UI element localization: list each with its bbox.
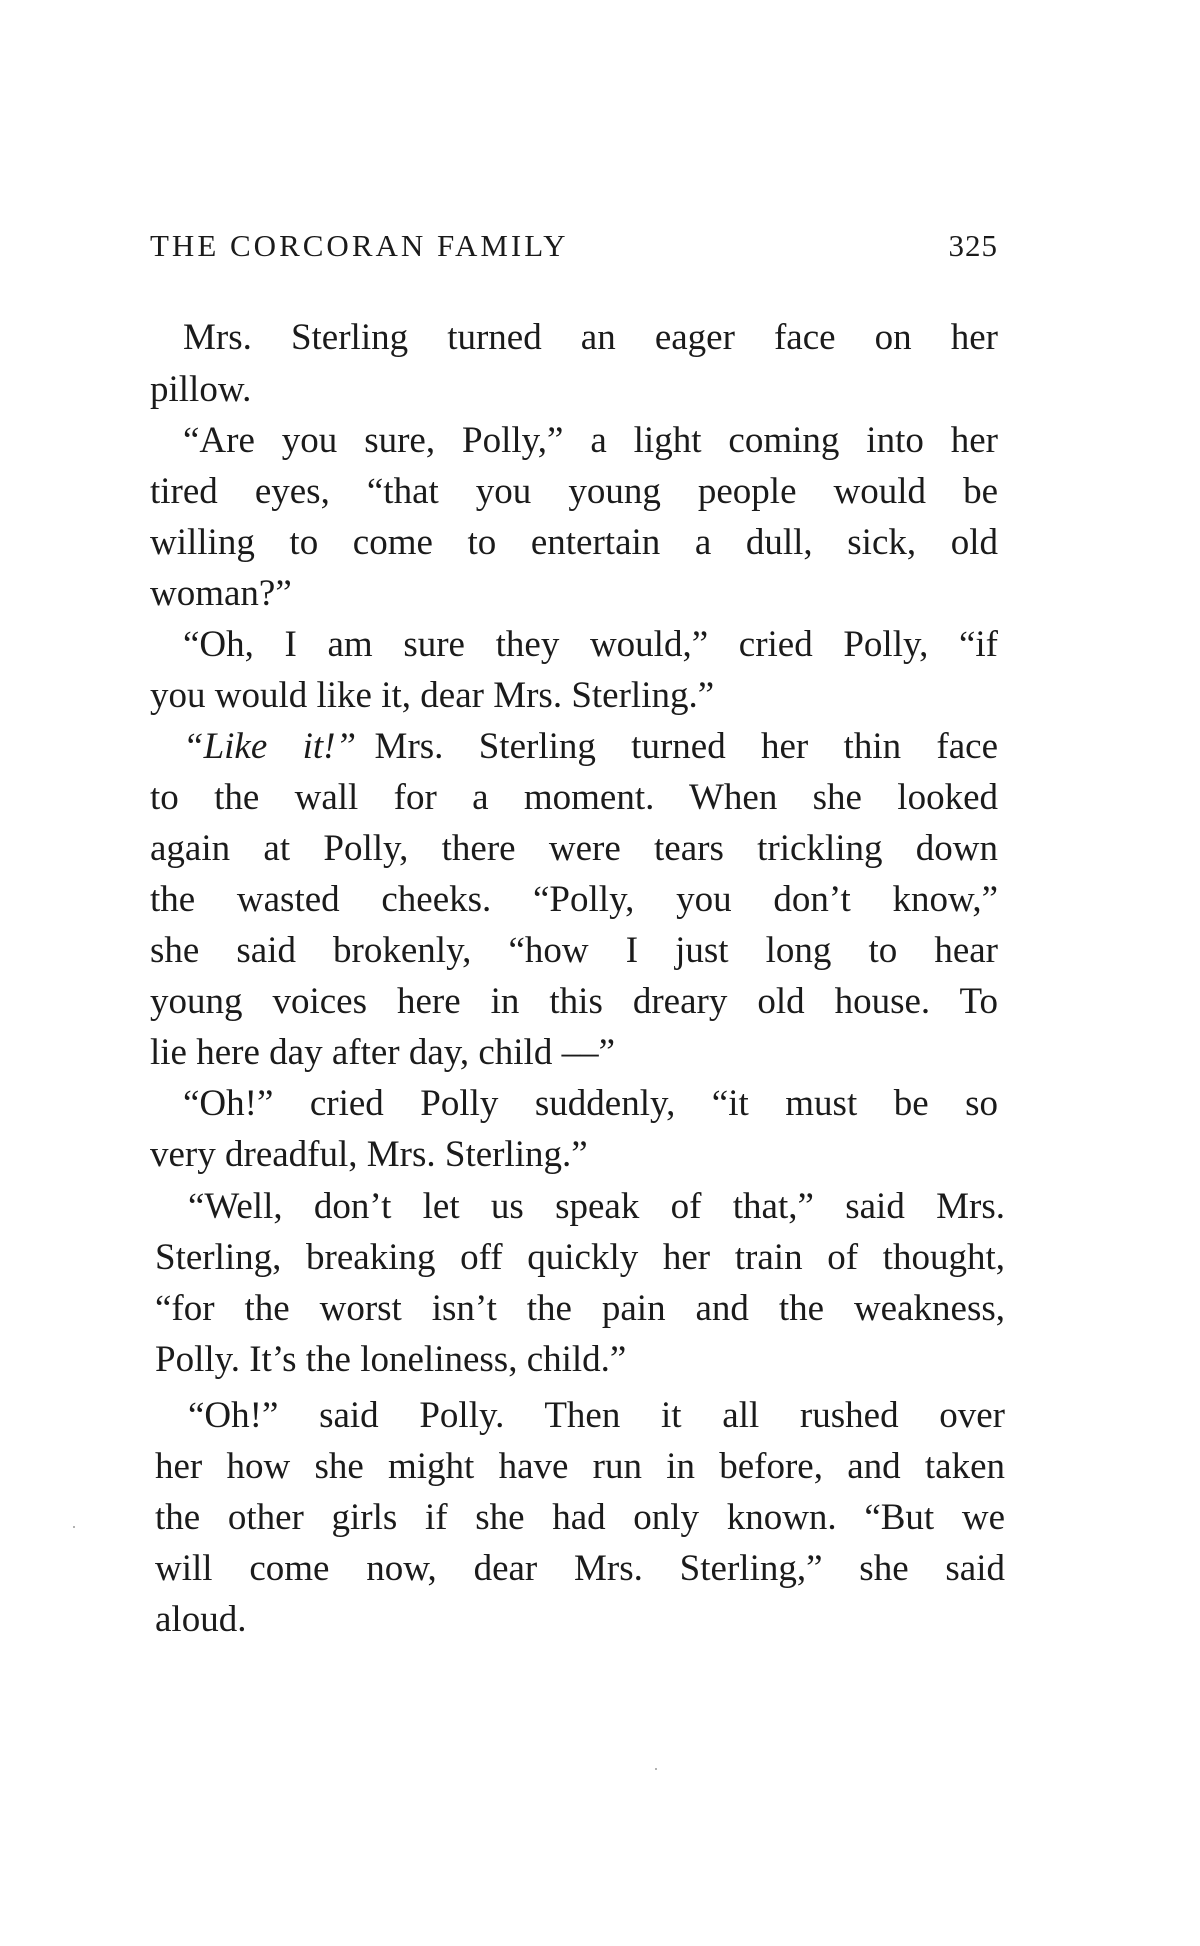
text-line: the other girls if she had only known. “But we bbox=[155, 1497, 1005, 1538]
text-line: you would like it, dear Mrs. Sterling.” bbox=[150, 675, 715, 716]
running-head: THE CORCORAN FAMILY bbox=[150, 228, 569, 263]
text-line: very dreadful, Mrs. Sterling.” bbox=[150, 1134, 588, 1175]
text-line: pillow. bbox=[150, 369, 252, 410]
text-fragment: Mrs. Sterling turned her thin face bbox=[374, 726, 998, 767]
text-line: will come now, dear Mrs. Sterling,” she said bbox=[155, 1548, 1005, 1589]
text-line: woman?” bbox=[150, 573, 292, 614]
text-line: again at Polly, there were tears trickling down bbox=[150, 828, 998, 869]
text-line: lie here day after day, child ––” bbox=[150, 1032, 616, 1073]
text-line: “for the worst isn’t the pain and the weakness, bbox=[155, 1288, 1005, 1329]
text-line: Mrs. Sterling turned an eager face on her bbox=[183, 317, 998, 358]
text-line: tired eyes, “that you young people would be bbox=[150, 471, 998, 512]
text-line: she said brokenly, “how I just long to hear bbox=[150, 930, 998, 971]
text-line: the wasted cheeks. “Polly, you don’t know,” bbox=[150, 879, 998, 920]
page-header bbox=[150, 228, 998, 278]
text-line: “Are you sure, Polly,” a light coming into her bbox=[183, 420, 998, 461]
text-line: aloud. bbox=[155, 1599, 247, 1640]
text-line: Polly. It’s the loneliness, child.” bbox=[155, 1339, 627, 1380]
text-line: to the wall for a moment. When she looked bbox=[150, 777, 998, 818]
text-line: Sterling, breaking off quickly her train of thought, bbox=[155, 1237, 1005, 1278]
text-line: willing to come to entertain a dull, sick, old bbox=[150, 522, 998, 563]
page-number: 325 bbox=[948, 228, 998, 263]
text-line: young voices here in this dreary old house. To bbox=[150, 981, 998, 1022]
paper-speck bbox=[655, 1768, 657, 1770]
text-line: “Oh, I am sure they would,” cried Polly, “if bbox=[183, 624, 998, 665]
text-line: her how she might have run in before, and taken bbox=[155, 1446, 1005, 1487]
text-line: “Well, don’t let us speak of that,” said Mrs. bbox=[188, 1186, 1005, 1227]
text-line: “Oh!” said Polly. Then it all rushed over bbox=[188, 1395, 1005, 1436]
paper-speck bbox=[73, 1526, 75, 1528]
text-line: “Oh!” cried Polly suddenly, “it must be so bbox=[183, 1083, 998, 1124]
text-line bbox=[150, 725, 998, 769]
emphasized-text: “Like it!” bbox=[183, 726, 357, 767]
